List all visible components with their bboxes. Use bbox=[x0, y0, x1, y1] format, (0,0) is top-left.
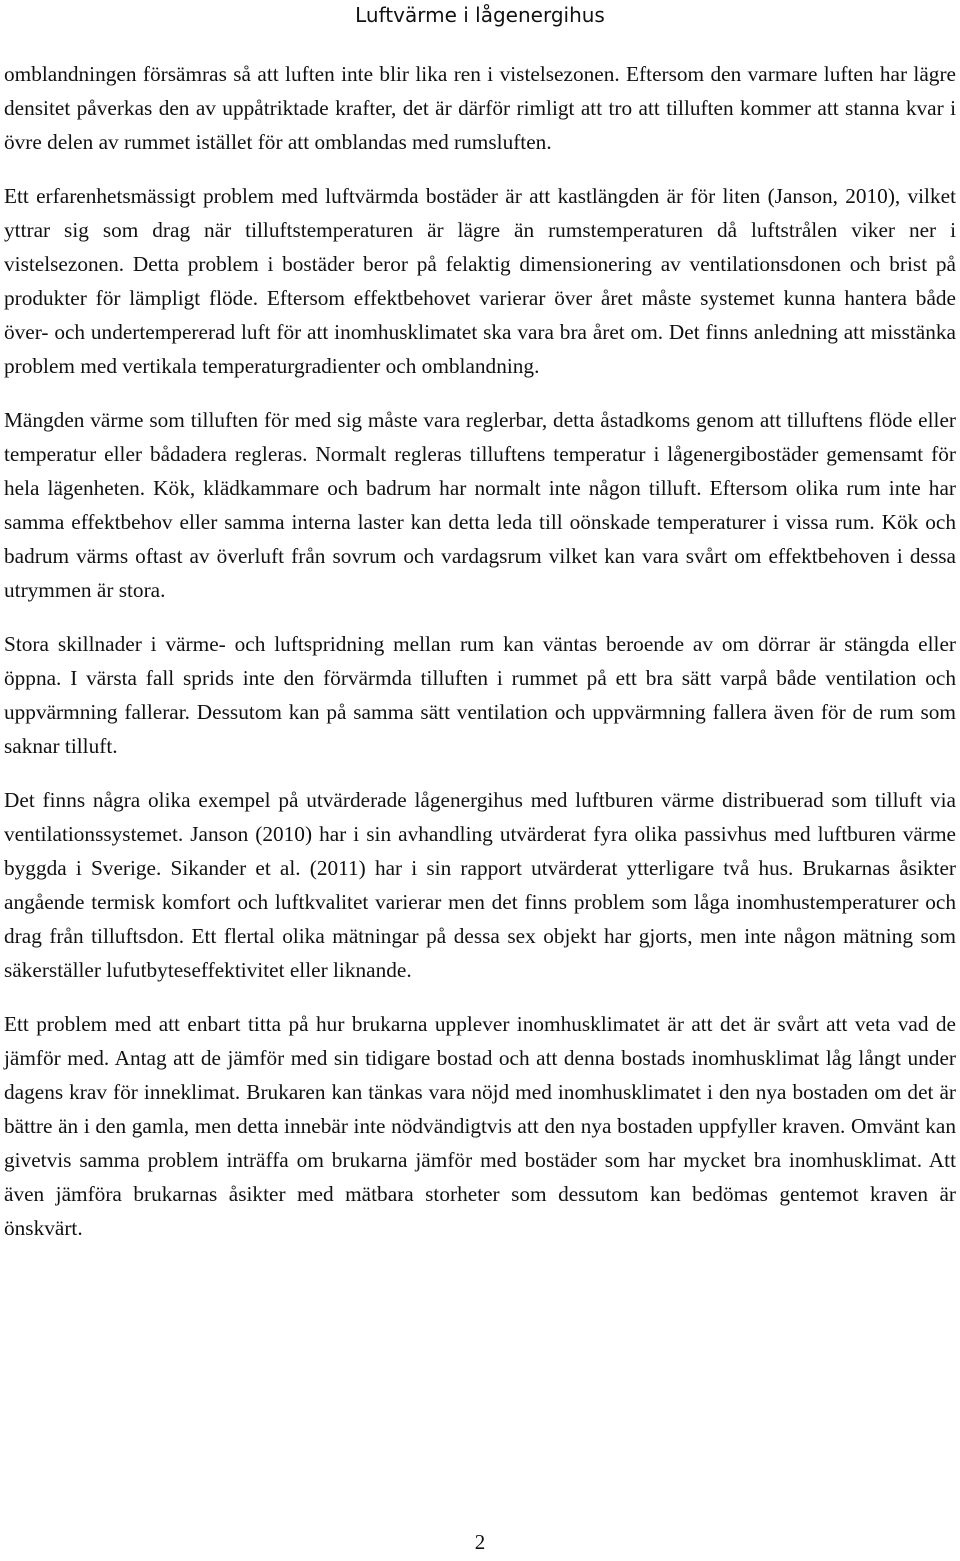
paragraph-1: omblandningen försämras så att luften inte blir lika ren i vistelsezonen. Eftersom den varmare luften har lägre densitet påverkas den av uppåtriktade krafter, det är därför rimligt att tro att tilluften kommer att stanna kvar i övre delen av rummet istället för att omblandas med rumsluften. bbox=[4, 62, 956, 154]
running-header: Luftvärme i lågenergihus bbox=[355, 3, 605, 27]
document-body bbox=[4, 57, 956, 1265]
paragraph-6: Ett problem med att enbart titta på hur brukarna upplever inomhusklimatet är att det är svårt att veta vad de jämför med. Antag att de jämför med sin tidigare bostad och att denna bostads inomhusklimat låg långt under dagens krav för inneklimat. Brukaren kan tänkas vara nöjd med inomhusklimatet i den nya bostaden om det är bättre än i den gamla, men detta innebär inte nödvändigtvis att den nya bostaden uppfyller kraven. Omvänt kan givetvis samma problem inträffa om brukarna jämför med bostäder som har mycket bra inomhusklimat. Att även jämföra brukarnas åsikter med mätbara storheter som dessutom kan bedömas gentemot kraven är önskvärt. bbox=[4, 1012, 956, 1240]
paragraph-3: Mängden värme som tilluften för med sig måste vara reglerbar, detta åstadkoms genom att tilluftens flöde eller temperatur eller bådadera regleras. Normalt regleras tilluftens temperatur i lågenergibostäder gemensamt för hela lägenheten. Kök, klädkammare och badrum har normalt inte någon tilluft. Eftersom olika rum inte har samma effektbehov eller samma interna laster kan detta leda till oönskade temperaturer i vissa rum. Kök och badrum värms oftast av överluft från sovrum och vardagsrum vilket kan vara svårt om effektbehoven i dessa utrymmen är stora. bbox=[4, 408, 956, 602]
paragraph-5: Det finns några olika exempel på utvärderade lågenergihus med luftburen värme distribuerad som tilluft via ventilationssystemet. Janson (2010) har i sin avhandling utvärderat fyra olika passivhus med luftburen värme byggda i Sverige. Sikander et al. (2011) har i sin rapport utvärderat ytterligare två hus. Brukarnas åsikter angående termisk komfort och luftkvalitet varierar men det finns problem som låga inomhustemperaturer och drag från tilluftsdon. Ett flertal olika mätningar på dessa sex objekt har gjorts, men inte någon mätning som säkerställer lufutbyteseffektivitet eller liknande. bbox=[4, 788, 956, 982]
page-number: 2 bbox=[474, 1530, 486, 1554]
paragraph-2: Ett erfarenhetsmässigt problem med luftvärmda bostäder är att kastlängden är för liten (Janson, 2010), vilket yttrar sig som drag när tilluftstemperaturen är lägre än rumstemperaturen då luftstrålen viker ner i vistelsezonen. Detta problem i bostäder beror på felaktig dimensionering av ventilationsdonen och brist på produkter för lämpligt flöde. Eftersom effektbehovet varierar över året måste systemet kunna hantera både över- och undertempererad luft för att inomhusklimatet ska vara bra året om. Det finns anledning att misstänka problem med vertikala temperaturgradienter och omblandning. bbox=[4, 184, 956, 378]
paragraph-4: Stora skillnader i värme- och luftspridning mellan rum kan väntas beroende av om dörrar är stängda eller öppna. I värsta fall sprids inte den förvärmda tilluften i rummet på ett bra sätt varpå både ventilation och uppvärmning fallerar. Dessutom kan på samma sätt ventilation och uppvärmning fallera även för de rum som saknar tilluft. bbox=[4, 632, 956, 758]
